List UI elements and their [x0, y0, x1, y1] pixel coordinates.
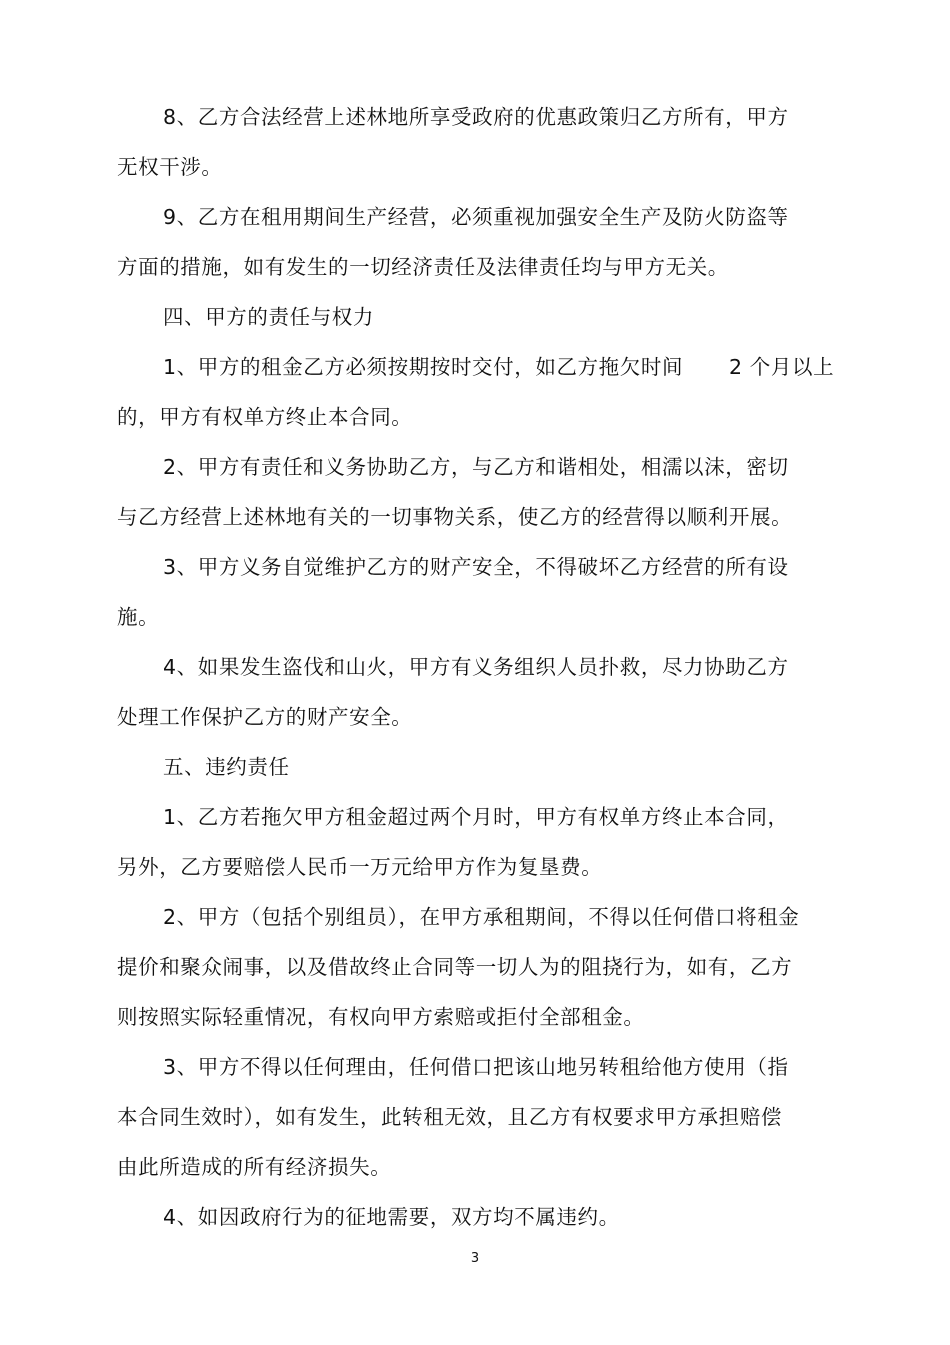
clause-5-1-line-1: 1、乙方若拖欠甲方租金超过两个月时，甲方有权单方终止本合同，	[163, 805, 789, 829]
clause-4-2-line-1: 2、甲方有责任和义务协助乙方，与乙方和谐相处，相濡以沫，密切	[163, 455, 789, 479]
clause-5-3-line-2: 本合同生效时），如有发生，此转租无效，且乙方有权要求甲方承担赔偿	[117, 1105, 782, 1129]
clause-4-4-line-1: 4、如果发生盗伐和山火，甲方有义务组织人员扑救，尽力协助乙方	[163, 655, 789, 679]
clause-3-9-line-2: 方面的措施，如有发生的一切经济责任及法律责任均与甲方无关。	[117, 255, 729, 279]
clause-5-1-line-2: 另外，乙方要赔偿人民币一万元给甲方作为复垦费。	[117, 855, 603, 879]
clause-3-8-line-1: 8、乙方合法经营上述林地所享受政府的优惠政策归乙方所有，甲方	[163, 105, 789, 129]
clause-4-4-line-2: 处理工作保护乙方的财产安全。	[117, 705, 413, 729]
clause-5-2-line-1: 2、甲方（包括个别组员），在甲方承租期间，不得以任何借口将租金	[163, 905, 800, 929]
clause-5-2-line-3: 则按照实际轻重情况，有权向甲方索赔或拒付全部租金。	[117, 1005, 645, 1029]
clause-4-1-line-1-tail: 2 个月以上	[729, 355, 835, 379]
page-number: 3	[470, 1251, 480, 1266]
clause-4-3-line-2: 施。	[117, 605, 160, 629]
clause-4-1-line-1-text: 1、甲方的租金乙方必须按期按时交付，如乙方拖欠时间	[163, 355, 684, 379]
clause-4-3-line-1: 3、甲方义务自觉维护乙方的财产安全，不得破坏乙方经营的所有设	[163, 555, 789, 579]
clause-4-2-line-2: 与乙方经营上述林地有关的一切事物关系，使乙方的经营得以顺利开展。	[117, 505, 793, 529]
clause-5-3-line-3: 由此所造成的所有经济损失。	[117, 1155, 392, 1179]
clause-3-8-line-2: 无权干涉。	[117, 155, 223, 179]
clause-4-1-line-1	[163, 353, 834, 381]
section-4-heading: 四、甲方的责任与权力	[163, 305, 374, 329]
clause-5-4-line-1: 4、如因政府行为的征地需要，双方均不属违约。	[163, 1205, 620, 1229]
clause-5-2-line-2: 提价和聚众闹事，以及借故终止合同等一切人为的阻挠行为，如有，乙方	[117, 955, 793, 979]
section-5-heading: 五、违约责任	[163, 755, 290, 779]
clause-5-3-line-1: 3、甲方不得以任何理由，任何借口把该山地另转租给他方使用（指	[163, 1055, 789, 1079]
clause-4-1-line-2: 的，甲方有权单方终止本合同。	[117, 405, 413, 429]
clause-3-9-line-1: 9、乙方在租用期间生产经营，必须重视加强安全生产及防火防盗等	[163, 205, 789, 229]
